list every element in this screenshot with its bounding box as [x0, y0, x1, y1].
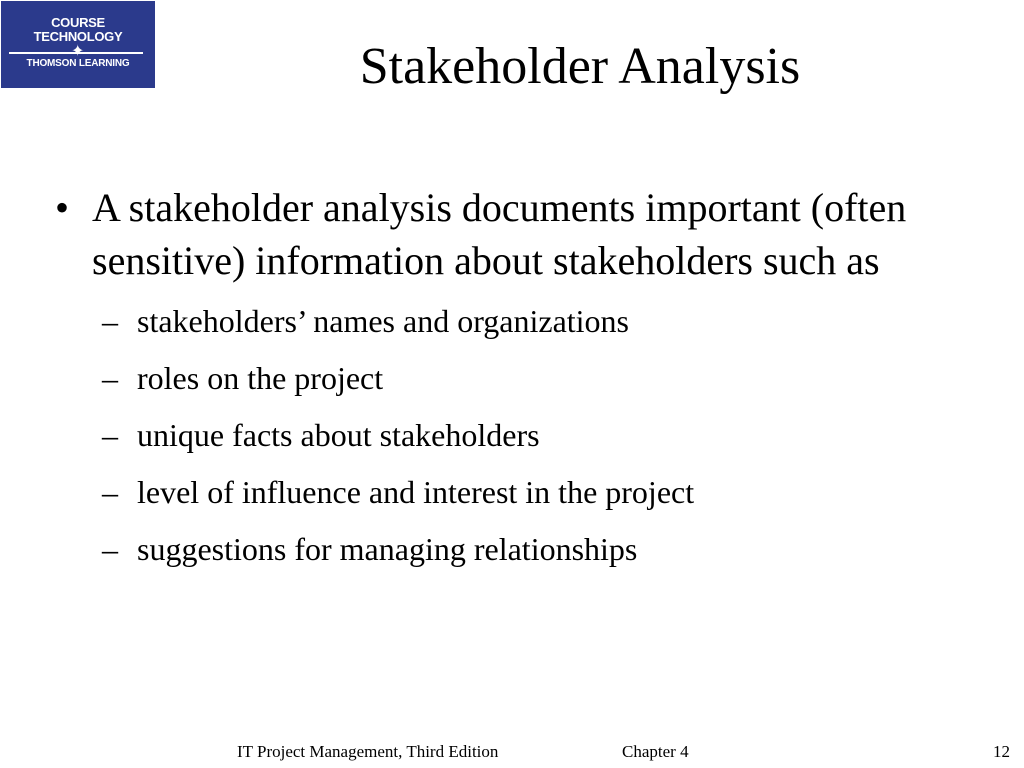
logo-line-1: COURSE: [51, 15, 105, 30]
sub-bullet-item: [102, 521, 985, 578]
sparkle-icon: ✦: [71, 43, 85, 60]
dash-marker: –: [102, 531, 118, 567]
sub-bullet-text: unique facts about stakeholders: [137, 417, 540, 453]
sub-bullet-text: stakeholders’ names and organizations: [137, 303, 629, 339]
slide-body: [55, 181, 985, 578]
dash-marker: –: [102, 360, 118, 396]
bullet-marker: •: [55, 185, 70, 230]
sub-bullet-item: [102, 350, 985, 407]
footer-book-title: IT Project Management, Third Edition: [237, 742, 499, 761]
course-technology-logo: [1, 1, 155, 88]
bullet-text: A stakeholder analysis documents important (often sensitive) information about stakeholders such as: [92, 185, 907, 283]
page-number: 12: [993, 742, 1010, 761]
sub-bullet-text: level of influence and interest in the project: [137, 474, 695, 510]
bullet-item: [55, 181, 985, 287]
dash-marker: –: [102, 417, 118, 453]
footer-chapter: Chapter 4: [622, 742, 689, 761]
logo-line-3: THOMSON LEARNING: [26, 58, 130, 69]
logo-line-2: TECHNOLOGY: [33, 29, 123, 44]
sub-bullet-text: roles on the project: [137, 360, 384, 396]
sub-bullet-item: [102, 407, 985, 464]
dash-marker: –: [102, 474, 118, 510]
dash-marker: –: [102, 303, 118, 339]
slide-title: Stakeholder Analysis: [359, 38, 801, 95]
sub-bullet-item: [102, 293, 985, 350]
sub-bullet-item: [102, 464, 985, 521]
sub-bullet-list: [55, 293, 985, 578]
sub-bullet-text: suggestions for managing relationships: [137, 531, 638, 567]
